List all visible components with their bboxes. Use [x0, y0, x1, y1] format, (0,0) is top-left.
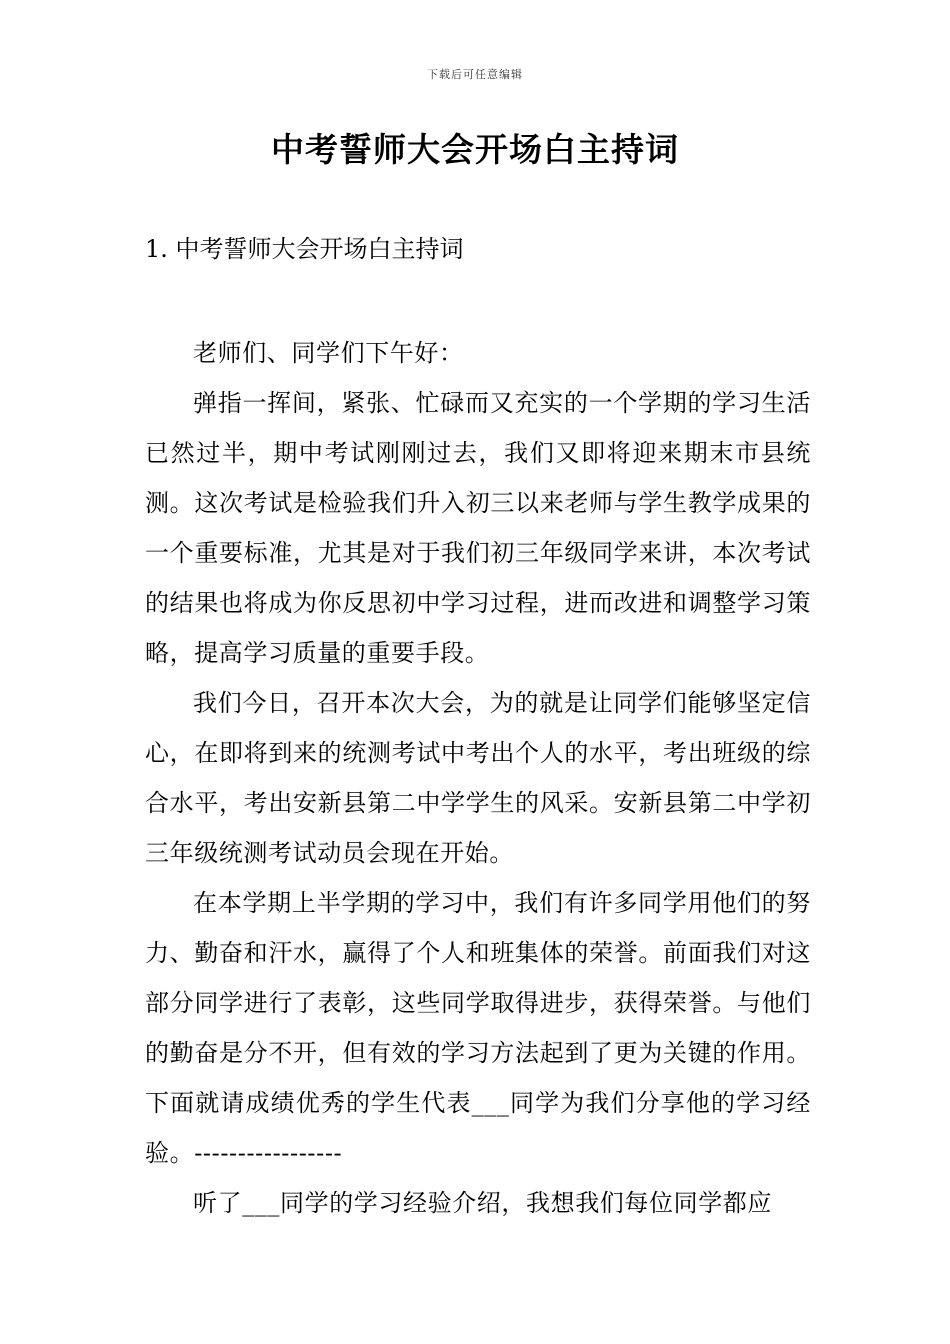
paragraph: 在本学期上半学期的学习中，我们有许多同学用他们的努力、勤奋和汗水，赢得了个人和班集体的荣誉。前面我们对这部分同学进行了表彰，这些同学取得进步，获得荣誉。与他们的勤奋是分不开，但有效的学习方法起到了更为关键的作用。下面就请成绩优秀的学生代表___同学为我们分享他的学习经验。-----------------	[145, 889, 811, 1167]
page-header-note: 下载后可任意编辑	[427, 68, 523, 81]
document-body	[145, 328, 811, 1228]
document-title: 中考誓师大会开场白主持词	[271, 130, 679, 169]
paragraph: 我们今日，召开本次大会，为的就是让同学们能够坚定信心，在即将到来的统测考试中考出个人的水平，考出班级的综合水平，考出安新县第二中学学生的风采。安新县第二中学初三年级统测考试动员会现在开始。	[145, 689, 811, 867]
section-heading: 1. 中考誓师大会开场白主持词	[145, 235, 464, 263]
paragraph: 弹指一挥间，紧张、忙碌而又充实的一个学期的学习生活已然过半，期中考试刚刚过去，我们又即将迎来期末市县统测。这次考试是检验我们升入初三以来老师与学生教学成果的一个重要标准，尤其是对于我们初三年级同学来讲，本次考试的结果也将成为你反思初中学习过程，进而改进和调整学习策略，提高学习质量的重要手段。	[145, 389, 811, 667]
paragraph-greeting: 老师们、同学们下午好：	[193, 339, 464, 367]
paragraph: 听了___同学的学习经验介绍，我想我们每位同学都应	[193, 1189, 772, 1217]
